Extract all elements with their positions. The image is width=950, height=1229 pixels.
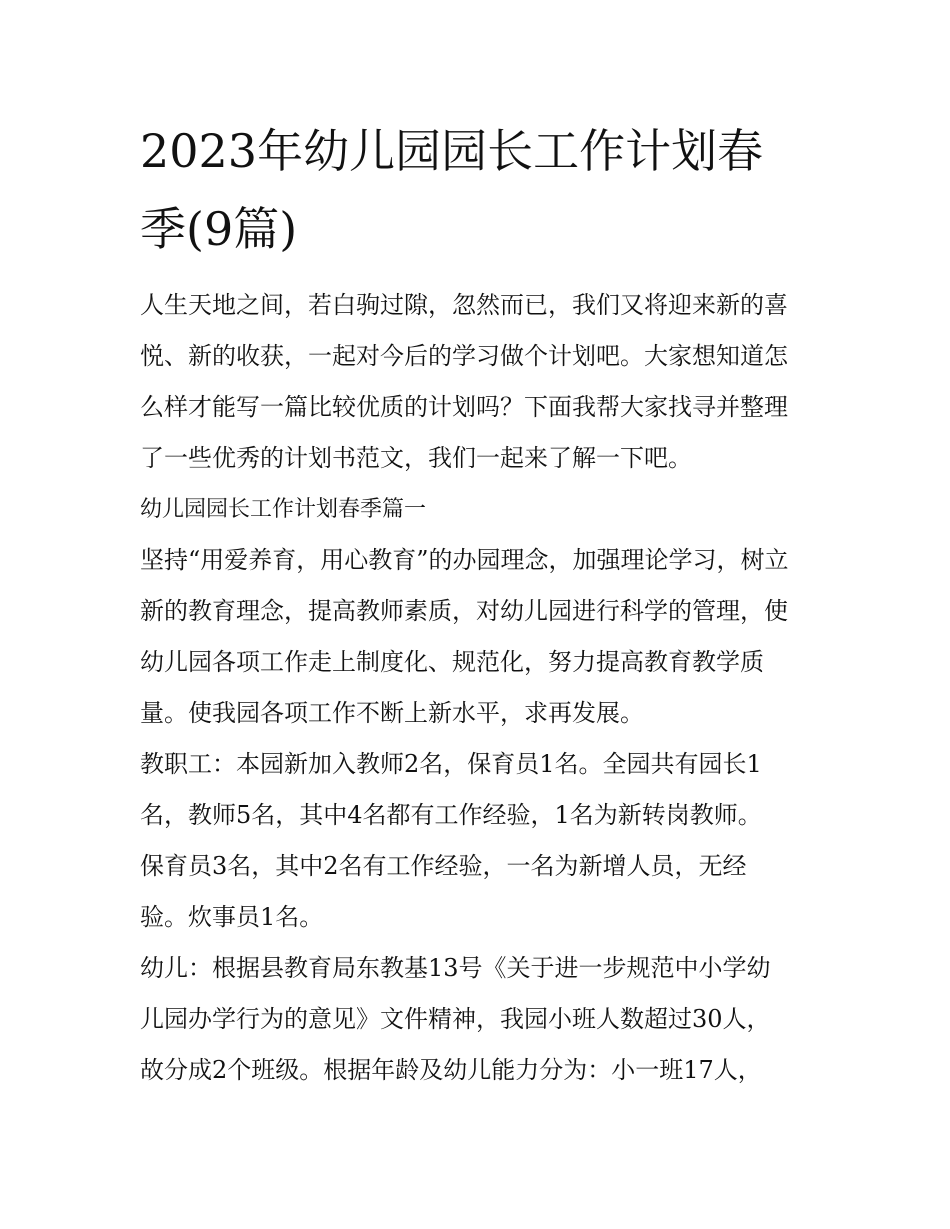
body-line: 量。使我园各项工作不断上新水平，求再发展。 xyxy=(140,699,644,727)
body-line: 了一些优秀的计划书范文，我们一起来了解一下吧。 xyxy=(140,444,692,472)
body-line: 故分成2个班级。根据年龄及幼儿能力分为：小一班17人， xyxy=(140,1056,762,1084)
body-line: 保育员3名，其中2名有工作经验，一名为新增人员，无经 xyxy=(140,852,747,880)
document-title xyxy=(140,112,812,268)
body-line: 悦、新的收获，一起对今后的学习做个计划吧。大家想知道怎 xyxy=(140,342,788,370)
body-line: 新的教育理念，提高教师素质，对幼儿园进行科学的管理，使 xyxy=(140,597,788,625)
document-body xyxy=(140,280,812,1096)
body-line: 教职工：本园新加入教师2名，保育员1名。全园共有园长1 xyxy=(140,750,762,778)
section-heading: 幼儿园园长工作计划春季篇一 xyxy=(140,497,427,522)
body-line: 验。炊事员1名。 xyxy=(140,903,324,931)
body-line: 坚持“用爱养育，用心教育”的办园理念，加强理论学习，树立 xyxy=(140,546,789,574)
body-line: 幼儿园各项工作走上制度化、规范化，努力提高教育教学质 xyxy=(140,648,764,676)
body-line: 人生天地之间，若白驹过隙，忽然而已，我们又将迎来新的喜 xyxy=(140,291,788,319)
body-line: 么样才能写一篇比较优质的计划吗？下面我帮大家找寻并整理 xyxy=(140,393,788,421)
body-line: 儿园办学行为的意见》文件精神，我园小班人数超过30人， xyxy=(140,1005,771,1033)
document-content xyxy=(140,112,812,1096)
title-line-2: 季(9篇) xyxy=(140,202,298,256)
body-line: 幼儿：根据县教育局东教基13号《关于进一步规范中小学幼 xyxy=(140,954,771,982)
body-line: 名，教师5名，其中4名都有工作经验，1名为新转岗教师。 xyxy=(140,801,762,829)
title-line-1: 2023年幼儿园园长工作计划春 xyxy=(140,124,764,178)
